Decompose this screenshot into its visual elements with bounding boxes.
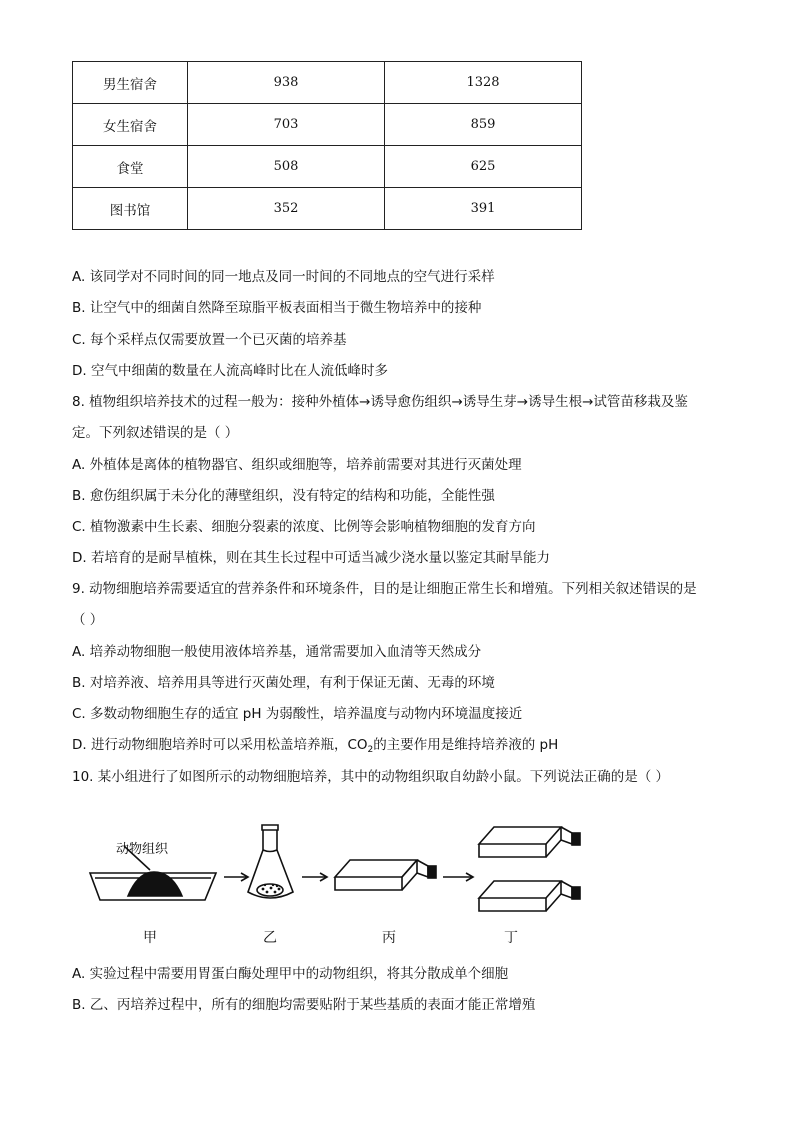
q9-option-d-text: D. 进行动物细胞培养时可以采用松盖培养瓶，CO	[72, 737, 368, 753]
q9-stem-line1: 9. 动物细胞培养需要适宜的营养条件和环境条件，目的是让细胞正常生长和增殖。下列相关叙述错误的是	[72, 581, 697, 597]
q7-option-a: A. 该同学对不同时间的同一地点及同一时间的不同地点的空气进行采样	[72, 269, 495, 285]
bacteria-count-table	[72, 61, 582, 230]
table-cell-place: 女生宿舍	[73, 104, 188, 146]
table-row	[73, 188, 582, 230]
table-cell-value: 859	[385, 104, 582, 146]
q9-option-b: B. 对培养液、培养用具等进行灭菌处理，有利于保证无菌、无毒的环境	[72, 675, 495, 691]
table-cell-place: 图书馆	[73, 188, 188, 230]
co2-subscript: 2	[367, 745, 374, 755]
q9-option-d	[72, 735, 558, 760]
q9-option-a: A. 培养动物细胞一般使用液体培养基，通常需要加入血清等天然成分	[72, 644, 482, 660]
q7-option-b: B. 让空气中的细菌自然降至琼脂平板表面相当于微生物培养中的接种	[72, 300, 482, 316]
table-row	[73, 146, 582, 188]
table-cell-value: 1328	[385, 62, 582, 104]
flask-icon	[248, 825, 293, 898]
figure-label-yi: 乙	[263, 930, 277, 946]
cell-culture-figure	[80, 822, 600, 950]
q9-stem-line2: （ ）	[72, 612, 104, 628]
table-cell-value: 625	[385, 146, 582, 188]
table-row	[73, 62, 582, 104]
tissue-label: 动物组织	[116, 842, 169, 857]
arrow-icon	[302, 873, 327, 881]
table-cell-value: 391	[385, 188, 582, 230]
figure-label-ding: 丁	[504, 930, 518, 946]
q7-option-c: C. 每个采样点仅需要放置一个已灭菌的培养基	[72, 332, 347, 348]
figure-label-bing: 丙	[382, 930, 396, 946]
table-cell-value: 508	[188, 146, 385, 188]
q9-option-d-text-end: 的主要作用是维持培养液的 pH	[373, 737, 559, 753]
arrow-icon	[443, 873, 473, 881]
q8-option-d: D. 若培育的是耐旱植株，则在其生长过程中可适当减少浇水量以鉴定其耐旱能力	[72, 550, 550, 566]
table-cell-value: 938	[188, 62, 385, 104]
q10-option-a: A. 实验过程中需要用胃蛋白酶处理甲中的动物组织，将其分散成单个细胞	[72, 966, 509, 982]
q10-stem: 10. 某小组进行了如图所示的动物细胞培养，其中的动物组织取自幼龄小鼠。下列说法正确的是（ ）	[72, 769, 670, 785]
q8-option-b: B. 愈伤组织属于未分化的薄壁组织，没有特定的结构和功能，全能性强	[72, 488, 495, 504]
q9-option-c: C. 多数动物细胞生存的适宜 pH 为弱酸性，培养温度与动物内环境温度接近	[72, 706, 523, 722]
table-cell-place: 男生宿舍	[73, 62, 188, 104]
culture-bottle-icon	[479, 827, 580, 857]
table-cell-value: 352	[188, 188, 385, 230]
q8-stem-line2: 定。下列叙述错误的是（ ）	[72, 425, 239, 441]
table-row	[73, 104, 582, 146]
q10-option-b: B. 乙、丙培养过程中，所有的细胞均需要贴附于某些基质的表面才能正常增殖	[72, 997, 536, 1013]
culture-bottle-icon	[335, 860, 436, 890]
table-cell-value: 703	[188, 104, 385, 146]
q7-option-d: D. 空气中细菌的数量在人流高峰时比在人流低峰时多	[72, 363, 388, 379]
q8-option-c: C. 植物激素中生长素、细胞分裂素的浓度、比例等会影响植物细胞的发育方向	[72, 519, 536, 535]
culture-bottle-icon	[479, 881, 580, 911]
q8-stem-line1: 8. 植物组织培养技术的过程一般为：接种外植体→诱导愈伤组织→诱导生芽→诱导生根→试管苗移栽及鉴	[72, 394, 688, 410]
figure-label-jia: 甲	[143, 930, 157, 946]
arrow-icon	[224, 873, 248, 881]
q8-option-a: A. 外植体是离体的植物器官、组织或细胞等，培养前需要对其进行灭菌处理	[72, 457, 522, 473]
table-cell-place: 食堂	[73, 146, 188, 188]
